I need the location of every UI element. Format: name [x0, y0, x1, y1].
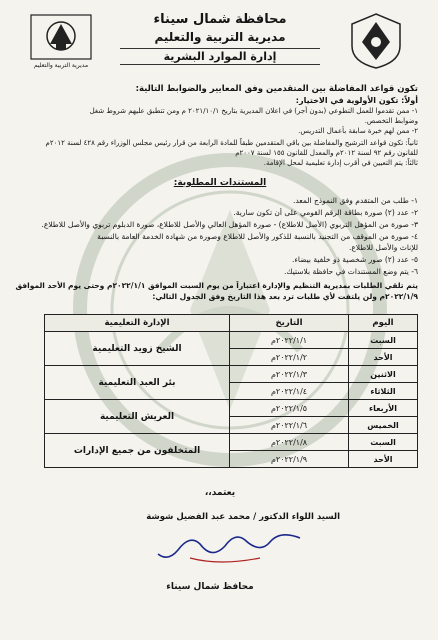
- table-row: [45, 434, 418, 451]
- cell-date: ٢٠٢٢/١/٥م: [230, 400, 349, 417]
- criteria-line: ثالثاً: يتم التعيين في أقرب إدارة تعليمية لمحل الإقامة.: [263, 159, 418, 167]
- logo-caption: مديرية التربية والتعليم: [33, 62, 89, 69]
- submission-notice: يتم تلقي الطلبات بمديرية التنظيم والإدارة اعتباراً من يوم السبت الموافق ٢٠٢٢/١/١م وحتى يوم الأحد الموافق: [15, 281, 418, 290]
- document-item: ١- طلب من المتقدم وفق النموذج المعد.: [292, 196, 418, 205]
- letterhead: [0, 0, 438, 80]
- schedule-table: [44, 314, 418, 468]
- cell-date: ٢٠٢٢/١/٦م: [230, 417, 349, 434]
- criteria-line: ٢- ممن لهم خبرة سابقة بأعمال التدريس.: [298, 127, 418, 135]
- cell-day: السبت: [349, 434, 418, 451]
- cell-admin: المتخلفون من جميع الإدارات: [45, 434, 230, 468]
- criteria-line: للقانون رقم ٩٢ لسنة ٢٠١٢م والمعدل للقانون ١٥٥ لسنة ٢٠٠٧م: [235, 149, 418, 157]
- column-header-admin: الإدارة التعليمية: [45, 315, 230, 332]
- cell-day: الأحد: [349, 349, 418, 366]
- department-title: إدارة الموارد البشرية: [120, 48, 320, 65]
- priority-heading: أولاً: تكون الأولوية في الاختيار:: [295, 96, 418, 105]
- cell-date: ٢٠٢٢/١/١م: [230, 332, 349, 349]
- cell-day: الخميس: [349, 417, 418, 434]
- cell-day: الأحد: [349, 451, 418, 468]
- approval-label: يعتمد،،: [204, 488, 236, 498]
- criteria-intro: تكون قواعد المفاضلة بين المتقدمين وفق المعايير والضوابط التالية:: [135, 84, 418, 94]
- cell-date: ٢٠٢٢/١/٨م: [230, 434, 349, 451]
- cell-date: ٢٠٢٢/١/٢م: [230, 349, 349, 366]
- cell-date: ٢٠٢٢/١/٩م: [230, 451, 349, 468]
- table-row: [45, 400, 418, 417]
- table-header-row: [45, 315, 418, 332]
- cell-day: الثلاثاء: [349, 383, 418, 400]
- signatory-name: السيد اللواء الدكتور / محمد عبد الفضيل شوشة: [146, 512, 340, 522]
- document-item: للإناث والأصل للاطلاع.: [348, 243, 418, 252]
- column-header-date: التاريخ: [230, 315, 349, 332]
- column-header-day: اليوم: [349, 315, 418, 332]
- document-item: ٦- يتم وضع المستندات في حافظة بلاستيك.: [284, 267, 418, 276]
- cell-day: السبت: [349, 332, 418, 349]
- documents-title: المستندات المطلوبة:: [173, 178, 267, 188]
- submission-notice: ٢٠٢٢/١/٩م ولن يلتفت لأي طلبات ترد بعد هذا التاريخ وفق الجدول التالي:: [152, 292, 418, 301]
- cell-date: ٢٠٢٢/١/٤م: [230, 383, 349, 400]
- cell-day: الأربعاء: [349, 400, 418, 417]
- document-item: ٢- عدد (٢) صورة بطاقة الرقم القومي على أن تكون سارية.: [233, 208, 418, 217]
- document-item: ٥- عدد (٢) صور شخصية ذو خلفية بيضاء.: [291, 255, 418, 264]
- cell-admin: العريش التعليمية: [45, 400, 230, 434]
- document-item: ٣- صورة من المؤهل التربوي (الأصل للاطلاع) - صورة المؤهل العالي والأصل للاطلاع، صورة الدبلوم تربوي والأصل للاطلاع.: [41, 220, 418, 229]
- directorate-title: مديرية التربية والتعليم: [154, 30, 286, 44]
- signatory-title: محافظ شمال سيناء: [166, 582, 254, 592]
- document-item: ٤- صورة من الموقف من التجنيد بالنسبة للذكور والأصل للاطلاع وصورة من شهادة الخدمة العامة بالنسبة: [97, 232, 418, 241]
- criteria-line: وضوابط التخصص.: [364, 117, 418, 125]
- handwritten-signature-icon: [150, 528, 310, 568]
- criteria-line: ١- ممن تقدموا للعمل التطوعي (بدون أجر) في اعلان المديرية بتاريخ ٢٠٢١/١٠/١ م ومن تتطبق عليهم شروط شغل: [89, 107, 418, 115]
- cell-admin: الشيخ زويد التعليمية: [45, 332, 230, 366]
- criteria-line: ثانياً: تكون قواعد الترشيح والمفاضلة بين باقي المتقدمين طبقاً للمادة الرابعة من قرار رئيس مجلس الوزراء رقم ٤٢٨ لسنة ٢٠١٢م: [45, 139, 418, 147]
- directorate-logo-icon: [30, 14, 92, 68]
- table-row: [45, 366, 418, 383]
- table-row: [45, 332, 418, 349]
- cell-date: ٢٠٢٢/١/٣م: [230, 366, 349, 383]
- cell-day: الاثنين: [349, 366, 418, 383]
- cell-admin: بئر العبد التعليمية: [45, 366, 230, 400]
- governorate-title: محافظة شمال سيناء: [153, 12, 287, 27]
- governorate-emblem-icon: [350, 12, 402, 70]
